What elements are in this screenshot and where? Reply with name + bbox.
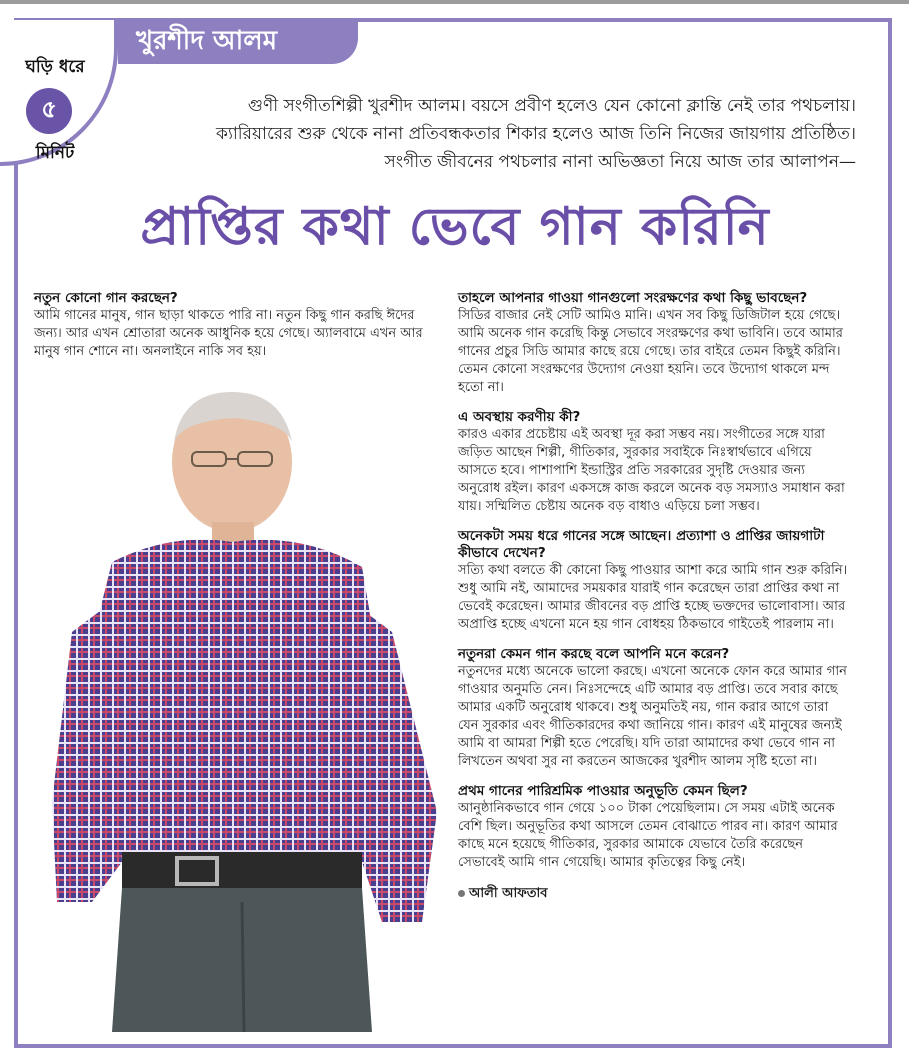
badge-number: ৫	[26, 88, 72, 134]
answer: সিডির বাজার নেই সেটি আমিও মানি। এখন সব কিছু ডিজিটাল হয়ে গেছে। আমি অনেক গান করেছি কিন্তু সেভাবে সংরক্ষণের কথা ভাবিনি। তবে আমার গানের প্রচুর সিডি আমার কাছে রয়ে গেছে। তার বাইরে তেমন কিছুই করিনি। তেমন কোনো সংরক্ষণের উদ্যোগ নেওয়া হয়নি। তবে উদ্যোগ থাকলে মন্দ হতো না।	[458, 308, 843, 395]
answer: সত্যি কথা বলতে কী কোনো কিছু পাওয়ার আশা করে আমি গান শুরু করিনি। শুধু আমি নই, আমাদের সময়কার যারাই গান করেছেন তারা প্রাপ্তির কথা না ভেবেই করেছেন। আমার জীবনের বড় প্রাপ্তি হচ্ছে ভক্তদের ভালোবাসা। আর অপ্রাপ্তি হচ্ছে এখনো মনে হয় গান বোধহয় ঠিকভাবে গাইতেই পারলাম না।	[458, 563, 848, 632]
question: নতুন কোনো গান করছেন?	[34, 290, 178, 306]
byline-author: আলী আফতাব	[469, 886, 548, 901]
headline: প্রাপ্তির কথা ভেবে গান করিনি	[140, 197, 770, 257]
answer: আনুষ্ঠানিকভাবে গান গেয়ে ১০০ টাকা পেয়েছিলাম। সে সময় এটাই অনেক বেশি ছিল। অনুভূতির কথা আসলে তেমন বোঝাতে পারব না। কারণ আমার কাছে মনে হয়েছে গীতিকার, সুরকার আমাকে যেভাবে তৈরি করেছেন সেভাবেই আমি গান গেয়েছি। আমার কৃতিত্বের কিছু নেই।	[458, 801, 838, 870]
left-column	[34, 290, 444, 373]
top-rule	[0, 0, 909, 4]
answer: কারও একার প্রচেষ্টায় এই অবস্থা দূর করা সম্ভব নয়। সংগীতের সঙ্গে যারা জড়িত আছেন শিল্পী, গীতিকার, সুরকার সবাইকে নিঃস্বার্থভাবে এগিয়ে আসতে হবে। পাশাপাশি ইন্ডাস্ট্রির প্রতি সরকারের সুদৃষ্টি দেওয়ার জন্য অনুরোধ রইল। কারণ একসঙ্গে কাজ করলে অনেক বড় সমস্যাও সমাধান করা যায়। সম্মিলিত চেষ্টায় অনেক বড় বাধাও এড়িয়ে চলা সম্ভব।	[458, 427, 845, 514]
right-column	[458, 290, 850, 905]
bullet-icon	[458, 890, 465, 897]
byline	[458, 884, 850, 905]
intro-text: গুণী সংগীতশিল্পী খুরশীদ আলম। বয়সে প্রবীণ হলেও যেন কোনো ক্লান্তি নেই তার পথচলায়। ক্যারিয়ারের শুরু থেকে নানা প্রতিবন্ধকতার শিকার হলেও আজ তিনি নিজের জায়গায় প্রতিষ্ঠিত। সংগীত জীবনের পথচলার নানা অভিজ্ঞতা নিয়ে আজ তার আলাপন—	[216, 96, 856, 172]
artist-photo	[52, 382, 440, 1032]
question: তাহলে আপনার গাওয়া গানগুলো সংরক্ষণের কথা কিছু ভাবছেন?	[458, 290, 808, 306]
answer: নতুনদের মধ্যে অনেকে ভালো করছে। এখনো অনেকে ফোন করে আমার গান গাওয়ার অনুমতি নেন। নিঃসন্দেহে এটি আমার বড় প্রাপ্তি। তবে সবার কাছে আমার একটি অনুরোধ থাকবে। শুধু অনুমতিই নয়, গান করার আগে তারা যেন সুরকার এবং গীতিকারদের কথা জানিয়ে গান। কারণ এই মানুষের জন্যই আমি বা আমরা শিল্পী হতে পেরেছি। যদি তারা আমাদের কথা ভেবে গান না লিখতেন অথবা সুর না করতেন আজকের খুরশীদ আলম সৃষ্টি হতো না।	[458, 664, 847, 769]
artist-name-tab: খুরশীদ আলম	[118, 20, 358, 64]
answer: আমি গানের মানুষ, গান ছাড়া থাকতে পারি না। নতুন কিছু গান করছি ঈদের জন্য। আর এখন শ্রোতারা অনেক আধুনিক হয়ে গেছে। অ্যালবামে এখন আর মানুষ গান শোনে না। অনলাইনে নাকি সব হয়।	[34, 308, 423, 359]
question: নতুনরা কেমন গান করছে বলে আপনি মনে করেন?	[458, 646, 730, 662]
question: এ অবস্থায় করণীয় কী?	[458, 409, 581, 425]
question: প্রথম গানের পারিশ্রমিক পাওয়ার অনুভূতি কেমন ছিল?	[458, 783, 748, 799]
badge-bottom-text: মিনিট	[35, 143, 75, 163]
question: অনেকটা সময় ধরে গানের সঙ্গে আছেন। প্রত্যাশা ও প্রাপ্তির জায়গাটা কীভাবে দেখেন?	[458, 528, 825, 561]
badge-top-text: ঘড়ি ধরে	[25, 57, 85, 77]
